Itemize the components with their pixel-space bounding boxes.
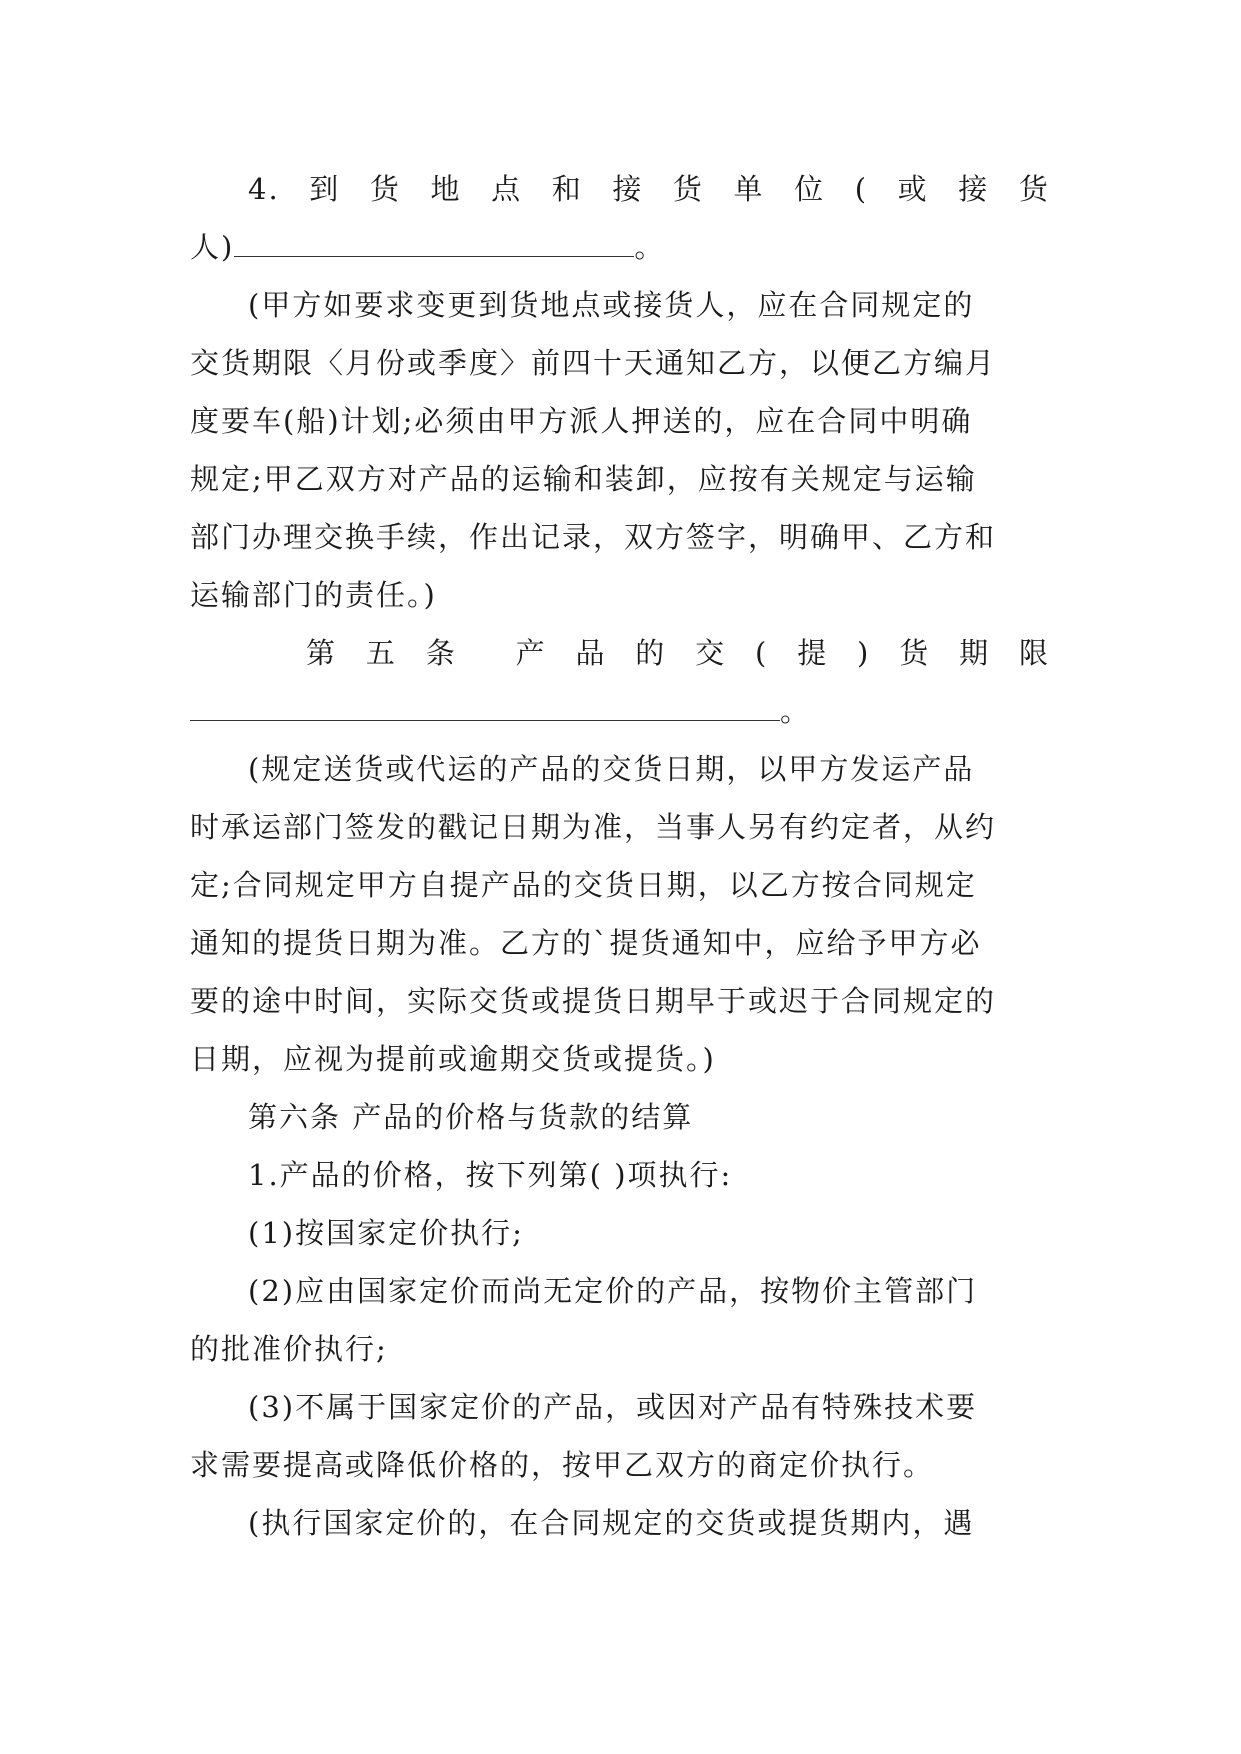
article5-blank-line xyxy=(190,682,1050,740)
clause4-line2 xyxy=(190,218,1050,276)
article6-option3-line1: (3)不属于国家定价的产品，或因对产品有特殊技术要 xyxy=(248,1390,978,1424)
article5-note-line: 要的途中时间，实际交货或提货日期早于或迟于合同规定的 xyxy=(190,984,997,1018)
article6-note-line1: (执行国家定价的，在合同规定的交货或提货期内，遇 xyxy=(248,1506,975,1540)
article5-note-line: 日期，应视为提前或逾期交货或提货。) xyxy=(190,1042,716,1076)
article5-note-line: 通知的提货日期为准。乙方的`提货通知中，应给予甲方必 xyxy=(190,926,982,960)
article6-heading: 第六条 产品的价格与货款的结算 xyxy=(248,1100,694,1134)
document-body xyxy=(190,160,1050,1552)
article6-option1: (1)按国家定价执行; xyxy=(248,1216,524,1250)
delivery-period-blank xyxy=(190,692,780,721)
article6-option2-line1: (2)应由国家定价而尚无定价的产品，按物价主管部门 xyxy=(248,1274,978,1308)
delivery-location-blank xyxy=(234,228,634,257)
article5-blank-suffix: 。 xyxy=(780,694,812,728)
clause4-line2-suffix: 。 xyxy=(634,230,666,264)
clause4-note-line: 交货期限〈月份或季度〉前四十天通知乙方，以便乙方编月 xyxy=(190,346,997,380)
article6-item1: 1.产品的价格，按下列第( )项执行: xyxy=(248,1158,733,1192)
clause4-note-line: 规定;甲乙双方对产品的运输和装卸，应按有关规定与运输 xyxy=(190,462,977,496)
clause4-note-line: (甲方如要求变更到货地点或接货人，应在合同规定的 xyxy=(248,288,975,322)
clause4-line2-prefix: 人) xyxy=(190,230,235,264)
article5-note-line: (规定送货或代运的产品的交货日期，以甲方发运产品 xyxy=(248,752,975,786)
clause4-note-line: 度要车(船)计划;必须由甲方派人押送的，应在合同中明确 xyxy=(190,404,973,438)
article5-heading: 第 五 条 产 品 的 交 ( 提 ) 货 期 限 xyxy=(306,636,1050,670)
article6-option3-line2: 求需要提高或降低价格的，按甲乙双方的商定价执行。 xyxy=(190,1448,935,1482)
clause4-note-line: 运输部门的责任。) xyxy=(190,578,437,612)
clause4-note-line: 部门办理交换手续，作出记录，双方签字，明确甲、乙方和 xyxy=(190,520,997,554)
article6-option2-line2: 的批准价执行; xyxy=(190,1332,388,1366)
article5-note-line: 时承运部门签发的戳记日期为准，当事人另有约定者，从约 xyxy=(190,810,997,844)
clause4-line1: 4. 到 货 地 点 和 接 货 单 位 ( 或 接 货 xyxy=(248,172,1050,206)
article5-note-line: 定;合同规定甲方自提产品的交货日期，以乙方按合同规定 xyxy=(190,868,977,902)
